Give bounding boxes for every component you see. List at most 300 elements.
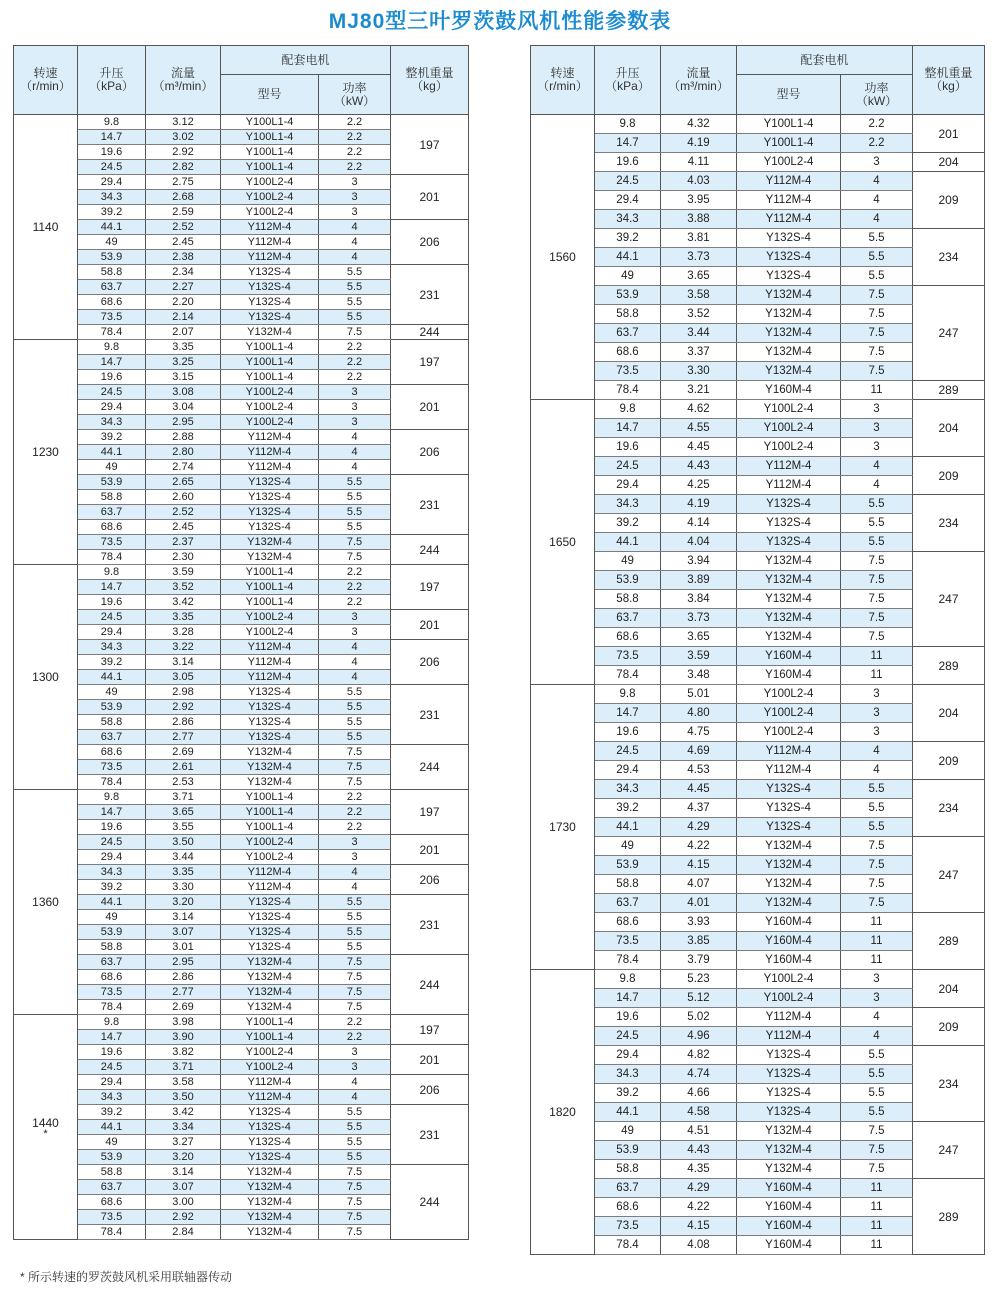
weight-cell: 209	[913, 1008, 985, 1046]
motor-power-cell: 7.5	[841, 362, 913, 381]
speed-cell	[14, 115, 78, 340]
flow-cell: 3.12	[146, 115, 221, 130]
pressure-cell: 53.9	[595, 856, 661, 875]
speed-value: 1360	[32, 895, 59, 909]
motor-power-cell: 5.5	[319, 265, 391, 280]
flow-cell: 3.59	[146, 565, 221, 580]
pressure-cell: 39.2	[595, 799, 661, 818]
pressure-cell: 68.6	[78, 295, 146, 310]
motor-power-cell: 3	[319, 1045, 391, 1060]
table-row	[14, 835, 469, 850]
motor-power-cell: 2.2	[319, 595, 391, 610]
weight-cell: 247	[913, 552, 985, 647]
motor-model-cell: Y132M-4	[221, 325, 319, 340]
pressure-cell: 49	[78, 235, 146, 250]
weight-cell: 234	[913, 229, 985, 286]
flow-cell: 2.88	[146, 430, 221, 445]
flow-cell: 3.05	[146, 670, 221, 685]
flow-cell: 4.58	[661, 1103, 737, 1122]
flow-cell: 3.42	[146, 595, 221, 610]
flow-cell: 4.53	[661, 761, 737, 780]
motor-model-cell: Y100L1-4	[221, 145, 319, 160]
table-row	[14, 640, 469, 655]
pressure-cell: 39.2	[595, 514, 661, 533]
speed-cell	[14, 1015, 78, 1240]
motor-model-cell: Y132M-4	[221, 535, 319, 550]
motor-power-cell: 4	[319, 430, 391, 445]
motor-power-cell: 2.2	[319, 160, 391, 175]
pressure-cell: 24.5	[595, 172, 661, 191]
flow-cell: 2.59	[146, 205, 221, 220]
motor-model-cell: Y132S-4	[221, 505, 319, 520]
pressure-cell: 68.6	[78, 1195, 146, 1210]
table-body	[531, 115, 985, 1255]
motor-model-cell: Y132M-4	[737, 343, 841, 362]
motor-power-cell: 5.5	[319, 700, 391, 715]
motor-model-cell: Y112M-4	[221, 1075, 319, 1090]
flow-cell: 4.51	[661, 1122, 737, 1141]
flow-cell: 2.52	[146, 505, 221, 520]
motor-model-cell: Y100L2-4	[737, 704, 841, 723]
motor-model-cell: Y100L1-4	[221, 790, 319, 805]
motor-model-cell: Y160M-4	[737, 1217, 841, 1236]
table-row	[531, 172, 985, 191]
flow-cell: 2.69	[146, 1000, 221, 1015]
motor-power-cell: 2.2	[319, 1015, 391, 1030]
motor-model-cell: Y132S-4	[221, 295, 319, 310]
motor-power-cell: 5.5	[841, 818, 913, 837]
pressure-cell: 9.8	[78, 1015, 146, 1030]
weight-cell: 289	[913, 913, 985, 970]
flow-cell: 5.23	[661, 970, 737, 989]
pressure-cell: 39.2	[78, 1105, 146, 1120]
motor-model-cell: Y132M-4	[221, 1165, 319, 1180]
flow-header: 流量 （m³/min）	[146, 46, 221, 115]
pressure-cell: 44.1	[78, 670, 146, 685]
motor-model-cell: Y132S-4	[221, 265, 319, 280]
pressure-cell: 73.5	[78, 535, 146, 550]
motor-power-cell: 11	[841, 951, 913, 970]
speed-header: 转速 （r/min）	[14, 46, 78, 115]
motor-model-cell: Y100L2-4	[221, 850, 319, 865]
motor-model-cell: Y132M-4	[737, 609, 841, 628]
motor-power-cell: 7.5	[841, 552, 913, 571]
motor-power-cell: 3	[319, 175, 391, 190]
flow-cell: 3.48	[661, 666, 737, 685]
weight-cell: 231	[391, 1105, 469, 1165]
motor-model-cell: Y100L2-4	[221, 1060, 319, 1075]
pressure-cell: 49	[78, 1135, 146, 1150]
speed-value: 1560	[549, 250, 576, 264]
pressure-cell: 53.9	[595, 286, 661, 305]
table-header	[14, 46, 469, 115]
flow-cell: 2.14	[146, 310, 221, 325]
table-row	[14, 340, 469, 355]
pressure-cell: 29.4	[78, 175, 146, 190]
pressure-cell: 29.4	[78, 625, 146, 640]
motor-power-cell: 3	[319, 205, 391, 220]
pressure-cell: 63.7	[595, 324, 661, 343]
motor-power-cell: 3	[319, 835, 391, 850]
performance-table-left	[13, 45, 469, 1240]
table-row	[531, 837, 985, 856]
flow-cell: 2.20	[146, 295, 221, 310]
flow-cell: 4.37	[661, 799, 737, 818]
pressure-cell: 53.9	[595, 571, 661, 590]
motor-power-cell: 2.2	[319, 820, 391, 835]
flow-cell: 3.08	[146, 385, 221, 400]
motor-power-cell: 11	[841, 1198, 913, 1217]
flow-cell: 3.52	[661, 305, 737, 324]
motor-model-cell: Y100L1-4	[221, 355, 319, 370]
motor-model-cell: Y112M-4	[737, 457, 841, 476]
motor-power-cell: 7.5	[841, 1160, 913, 1179]
weight-cell: 244	[391, 745, 469, 790]
flow-cell: 2.77	[146, 730, 221, 745]
flow-cell: 2.92	[146, 1210, 221, 1225]
motor-power-cell: 7.5	[841, 875, 913, 894]
motor-model-cell: Y160M-4	[737, 381, 841, 400]
flow-cell: 3.73	[661, 248, 737, 267]
motor-model-cell: Y132S-4	[221, 700, 319, 715]
pressure-cell: 49	[595, 552, 661, 571]
motor-model-cell: Y132M-4	[737, 1122, 841, 1141]
footnote: * 所示转速的罗茨鼓风机采用联轴器传动	[20, 1270, 233, 1284]
flow-cell: 3.58	[146, 1075, 221, 1090]
pressure-cell: 29.4	[78, 400, 146, 415]
motor-model-cell: Y132M-4	[221, 745, 319, 760]
weight-cell: 201	[391, 610, 469, 640]
motor-power-cell: 2.2	[319, 355, 391, 370]
pressure-cell: 9.8	[595, 685, 661, 704]
motor-model-cell: Y132S-4	[221, 730, 319, 745]
table-row	[531, 1122, 985, 1141]
motor-model-cell: Y132S-4	[221, 1105, 319, 1120]
motor-model-cell: Y100L2-4	[737, 723, 841, 742]
motor-model-cell: Y112M-4	[221, 655, 319, 670]
motor-power-cell: 3	[841, 419, 913, 438]
table-row	[531, 457, 985, 476]
pressure-cell: 49	[78, 910, 146, 925]
pressure-cell: 63.7	[78, 955, 146, 970]
motor-model-cell: Y112M-4	[737, 191, 841, 210]
motor-power-cell: 5.5	[319, 475, 391, 490]
motor-power-cell: 4	[841, 761, 913, 780]
motor-model-cell: Y100L2-4	[221, 400, 319, 415]
motor-model-cell: Y132S-4	[221, 475, 319, 490]
motor-model-cell: Y132M-4	[737, 571, 841, 590]
motor-model-cell: Y100L1-4	[221, 160, 319, 175]
flow-cell: 4.69	[661, 742, 737, 761]
motor-power-cell: 7.5	[841, 305, 913, 324]
flow-cell: 3.85	[661, 932, 737, 951]
motor-power-cell: 7.5	[319, 1225, 391, 1240]
speed-cell	[14, 565, 78, 790]
flow-cell: 3.14	[146, 655, 221, 670]
pressure-cell: 9.8	[595, 115, 661, 134]
pressure-cell: 63.7	[595, 609, 661, 628]
speed-value: 1440	[32, 1115, 59, 1130]
pressure-cell: 34.3	[595, 210, 661, 229]
speed-cell	[531, 685, 595, 970]
weight-cell: 234	[913, 495, 985, 552]
flow-cell: 4.62	[661, 400, 737, 419]
motor-power-cell: 7.5	[319, 745, 391, 760]
flow-cell: 3.94	[661, 552, 737, 571]
motor-power-cell: 5.5	[319, 1120, 391, 1135]
motor-power-cell: 3	[841, 153, 913, 172]
flow-cell: 2.45	[146, 235, 221, 250]
weight-cell: 204	[913, 400, 985, 457]
motor-power-cell: 7.5	[319, 535, 391, 550]
flow-cell: 4.45	[661, 780, 737, 799]
speed-cell	[531, 400, 595, 685]
motor-model-cell: Y132M-4	[737, 324, 841, 343]
table-row	[14, 175, 469, 190]
motor-header: 配套电机	[221, 46, 391, 75]
motor-model-cell: Y112M-4	[221, 880, 319, 895]
motor-model-cell: Y160M-4	[737, 932, 841, 951]
flow-cell: 4.43	[661, 457, 737, 476]
weight-cell: 247	[913, 1122, 985, 1179]
table-header	[531, 46, 985, 115]
motor-model-cell: Y100L2-4	[737, 989, 841, 1008]
flow-cell: 2.60	[146, 490, 221, 505]
motor-power-cell: 4	[319, 235, 391, 250]
motor-power-cell: 3	[319, 190, 391, 205]
motor-power-cell: 2.2	[319, 790, 391, 805]
motor-power-cell: 7.5	[319, 970, 391, 985]
table-row	[531, 381, 985, 400]
pressure-cell: 58.8	[78, 715, 146, 730]
motor-power-cell: 2.2	[841, 115, 913, 134]
pressure-cell: 53.9	[78, 250, 146, 265]
motor-model-cell: Y160M-4	[737, 1236, 841, 1255]
flow-cell: 3.15	[146, 370, 221, 385]
motor-power-cell: 11	[841, 381, 913, 400]
motor-power-cell: 7.5	[319, 1000, 391, 1015]
motor-power-cell: 11	[841, 1179, 913, 1198]
motor-power-cell: 5.5	[319, 685, 391, 700]
weight-cell: 231	[391, 685, 469, 745]
motor-power-cell: 5.5	[319, 730, 391, 745]
motor-model-cell: Y132S-4	[221, 895, 319, 910]
flow-cell: 3.07	[146, 1180, 221, 1195]
motor-power-cell: 5.5	[319, 910, 391, 925]
pressure-cell: 63.7	[595, 1179, 661, 1198]
pressure-cell: 68.6	[78, 970, 146, 985]
motor-power-cell: 7.5	[841, 894, 913, 913]
motor-power-cell: 3	[319, 610, 391, 625]
motor-power-cell: 2.2	[319, 1030, 391, 1045]
weight-cell: 244	[391, 535, 469, 565]
motor-model-cell: Y112M-4	[737, 210, 841, 229]
pressure-cell: 68.6	[595, 343, 661, 362]
motor-power-cell: 3	[319, 385, 391, 400]
motor-power-cell: 7.5	[841, 343, 913, 362]
table-row	[14, 265, 469, 280]
motor-model-cell: Y132M-4	[737, 894, 841, 913]
flow-cell: 2.34	[146, 265, 221, 280]
pressure-cell: 24.5	[595, 742, 661, 761]
pressure-cell: 78.4	[78, 1225, 146, 1240]
flow-cell: 4.55	[661, 419, 737, 438]
motor-model-cell: Y132S-4	[737, 780, 841, 799]
table-row	[531, 400, 985, 419]
table-row	[14, 535, 469, 550]
flow-cell: 2.45	[146, 520, 221, 535]
motor-model-cell: Y112M-4	[221, 235, 319, 250]
motor-model-cell: Y132M-4	[221, 760, 319, 775]
pressure-cell: 9.8	[78, 565, 146, 580]
weight-cell: 204	[913, 970, 985, 1008]
motor-model-cell: Y132S-4	[221, 910, 319, 925]
table-row	[531, 780, 985, 799]
motor-power-cell: 4	[319, 640, 391, 655]
flow-cell: 2.68	[146, 190, 221, 205]
flow-cell: 2.84	[146, 1225, 221, 1240]
pressure-cell: 14.7	[595, 419, 661, 438]
flow-cell: 2.52	[146, 220, 221, 235]
motor-model-cell: Y132M-4	[221, 1180, 319, 1195]
pressure-cell: 78.4	[78, 775, 146, 790]
flow-cell: 4.75	[661, 723, 737, 742]
flow-cell: 2.07	[146, 325, 221, 340]
table-row	[14, 115, 469, 130]
flow-cell: 3.52	[146, 580, 221, 595]
motor-model-cell: Y132M-4	[737, 856, 841, 875]
flow-cell: 3.81	[661, 229, 737, 248]
motor-model-cell: Y100L1-4	[221, 1030, 319, 1045]
weight-cell: 201	[391, 835, 469, 865]
motor-power-cell: 7.5	[841, 609, 913, 628]
table-row	[531, 552, 985, 571]
motor-model-cell: Y100L1-4	[737, 134, 841, 153]
flow-cell: 4.22	[661, 1198, 737, 1217]
motor-model-cell: Y132S-4	[221, 490, 319, 505]
motor-model-cell: Y132S-4	[221, 715, 319, 730]
motor-power-cell: 4	[319, 445, 391, 460]
motor-model-cell: Y132S-4	[737, 1046, 841, 1065]
flow-cell: 3.04	[146, 400, 221, 415]
motor-power-cell: 5.5	[319, 520, 391, 535]
motor-model-cell: Y132M-4	[737, 286, 841, 305]
motor-model-cell: Y132M-4	[737, 1141, 841, 1160]
motor-model-cell: Y132M-4	[737, 875, 841, 894]
motor-model-cell: Y132S-4	[737, 495, 841, 514]
motor-model-cell: Y100L1-4	[221, 115, 319, 130]
motor-model-cell: Y132M-4	[221, 1195, 319, 1210]
flow-cell: 4.15	[661, 856, 737, 875]
motor-model-cell: Y100L1-4	[221, 565, 319, 580]
speed-header: 转速 （r/min）	[531, 46, 595, 115]
table-row	[531, 970, 985, 989]
motor-model-cell: Y112M-4	[221, 670, 319, 685]
flow-cell: 4.43	[661, 1141, 737, 1160]
table-row	[531, 1046, 985, 1065]
motor-model-cell: Y132M-4	[737, 628, 841, 647]
pressure-cell: 19.6	[78, 370, 146, 385]
motor-model-cell: Y160M-4	[737, 1179, 841, 1198]
motor-model-cell: Y112M-4	[737, 761, 841, 780]
weight-cell: 289	[913, 647, 985, 685]
weight-cell: 206	[391, 220, 469, 265]
motor-power-cell: 7.5	[319, 760, 391, 775]
pressure-cell: 78.4	[595, 951, 661, 970]
flow-cell: 2.86	[146, 970, 221, 985]
pressure-cell: 9.8	[595, 400, 661, 419]
motor-model-cell: Y132S-4	[221, 940, 319, 955]
flow-cell: 3.50	[146, 835, 221, 850]
flow-cell: 4.07	[661, 875, 737, 894]
motor-model-cell: Y112M-4	[221, 250, 319, 265]
flow-cell: 3.07	[146, 925, 221, 940]
pressure-cell: 34.3	[595, 1065, 661, 1084]
motor-power-cell: 7.5	[841, 856, 913, 875]
speed-footnote-mark: *	[43, 1127, 48, 1140]
motor-header: 配套电机	[737, 46, 913, 75]
motor-power-cell: 5.5	[841, 229, 913, 248]
motor-model-cell: Y132S-4	[221, 1150, 319, 1165]
table-row	[531, 115, 985, 134]
weight-cell: 231	[391, 895, 469, 955]
flow-cell: 3.35	[146, 610, 221, 625]
pressure-cell: 68.6	[595, 1198, 661, 1217]
table-row	[14, 220, 469, 235]
flow-cell: 3.50	[146, 1090, 221, 1105]
motor-power-cell: 3	[841, 685, 913, 704]
pressure-cell: 58.8	[595, 1160, 661, 1179]
pressure-cell: 24.5	[595, 1027, 661, 1046]
speed-cell	[14, 340, 78, 565]
pressure-cell: 24.5	[78, 610, 146, 625]
table-row	[14, 610, 469, 625]
flow-cell: 3.65	[146, 805, 221, 820]
motor-power-cell: 5.5	[319, 310, 391, 325]
weight-cell: 209	[913, 457, 985, 495]
motor-model-cell: Y132S-4	[221, 1135, 319, 1150]
flow-cell: 3.22	[146, 640, 221, 655]
motor-model-cell: Y112M-4	[221, 640, 319, 655]
flow-cell: 3.95	[661, 191, 737, 210]
power-header: 功率 （kW）	[841, 75, 913, 115]
pressure-cell: 58.8	[78, 1165, 146, 1180]
motor-model-cell: Y132M-4	[221, 970, 319, 985]
motor-power-cell: 11	[841, 1236, 913, 1255]
motor-model-cell: Y100L2-4	[221, 205, 319, 220]
motor-model-cell: Y132M-4	[221, 550, 319, 565]
motor-model-cell: Y100L2-4	[737, 153, 841, 172]
motor-model-cell: Y132M-4	[221, 985, 319, 1000]
pressure-cell: 24.5	[78, 160, 146, 175]
motor-power-cell: 7.5	[319, 1165, 391, 1180]
pressure-cell: 63.7	[78, 730, 146, 745]
motor-power-cell: 4	[841, 742, 913, 761]
pressure-cell: 63.7	[78, 280, 146, 295]
flow-cell: 5.02	[661, 1008, 737, 1027]
motor-power-cell: 3	[319, 400, 391, 415]
motor-power-cell: 4	[319, 1090, 391, 1105]
pressure-cell: 14.7	[595, 704, 661, 723]
motor-model-cell: Y100L1-4	[221, 595, 319, 610]
motor-power-cell: 7.5	[841, 1141, 913, 1160]
motor-power-cell: 5.5	[319, 490, 391, 505]
motor-power-cell: 4	[319, 880, 391, 895]
flow-cell: 2.38	[146, 250, 221, 265]
pressure-cell: 44.1	[595, 1103, 661, 1122]
motor-model-cell: Y132S-4	[737, 818, 841, 837]
motor-power-cell: 4	[319, 1075, 391, 1090]
